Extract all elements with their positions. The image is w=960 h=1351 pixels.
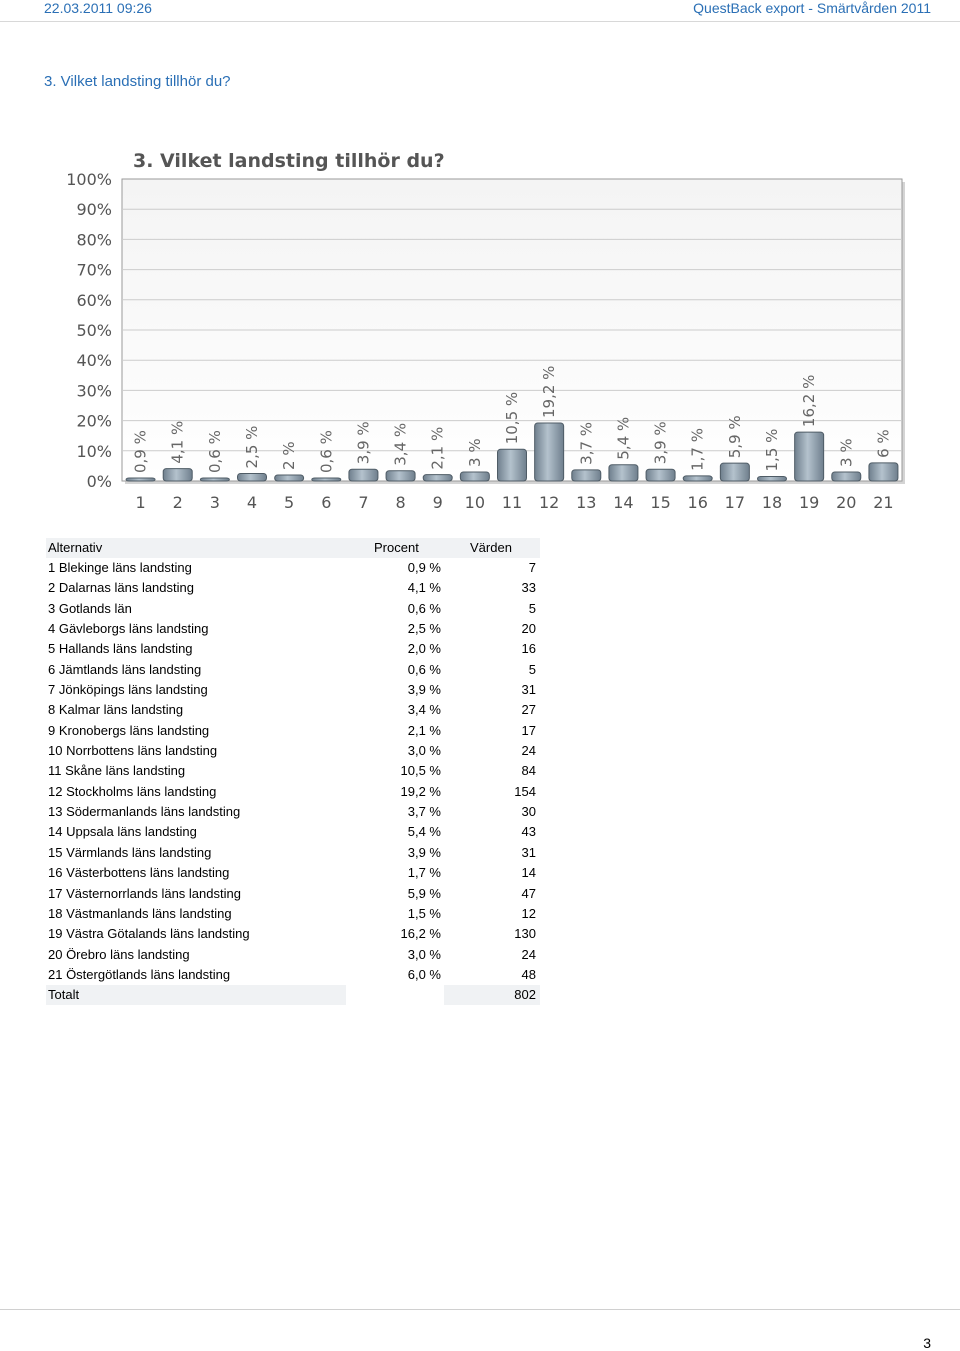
row-procent: 5,4 % — [407, 824, 441, 840]
row-alternativ: 20 Örebro läns landsting — [48, 946, 190, 962]
x-tick-label: 4 — [246, 493, 258, 512]
row-procent: 19,2 % — [400, 783, 441, 799]
x-tick-label: 16 — [687, 493, 708, 512]
table-row — [46, 863, 540, 883]
row-procent: 4,1 % — [407, 580, 441, 596]
row-varden: 24 — [521, 946, 536, 962]
row-varden: 27 — [521, 702, 536, 718]
row-procent: 3,7 % — [407, 804, 441, 820]
table-total-row — [46, 985, 540, 1005]
row-alternativ: 2 Dalarnas läns landsting — [48, 580, 194, 596]
x-tick-label: 6 — [321, 493, 332, 512]
row-procent: 0,9 % — [407, 560, 441, 575]
y-tick-label: 20% — [76, 411, 112, 431]
bar — [200, 478, 229, 481]
row-procent: 3,9 % — [407, 844, 441, 860]
row-alternativ: 6 Jämtlands läns landsting — [48, 661, 202, 677]
bar-data-label: 1,7 % — [688, 427, 707, 471]
row-varden: 5 — [528, 661, 536, 677]
x-tick-label: 18 — [761, 493, 783, 512]
y-tick-label: 100% — [66, 170, 112, 189]
bar — [646, 469, 675, 481]
export-title: QuestBack export - Smärtvården 2011 — [693, 0, 931, 16]
bar-data-label: 3,7 % — [577, 421, 596, 465]
bar — [349, 469, 378, 481]
bar-data-label: 6 % — [874, 429, 893, 458]
x-tick-label: 14 — [613, 493, 634, 512]
table-row — [46, 904, 540, 924]
bar-chart — [60, 140, 910, 520]
row-procent: 3,0 % — [407, 743, 441, 759]
table-row — [46, 619, 540, 639]
header-divider — [0, 21, 960, 22]
table-row — [46, 924, 540, 944]
bar-data-label: 0,6 % — [317, 430, 336, 473]
x-tick-label: 21 — [873, 493, 894, 512]
table-row — [46, 721, 540, 741]
x-tick-label: 11 — [501, 493, 523, 512]
row-varden: 7 — [528, 560, 536, 575]
bar-data-label: 5,4 % — [614, 416, 633, 460]
table-row — [46, 884, 540, 904]
row-varden: 5 — [528, 600, 536, 616]
row-alternativ: 7 Jönköpings läns landsting — [48, 682, 208, 698]
x-tick-label: 15 — [650, 493, 671, 512]
table-row — [46, 660, 540, 680]
header-alternativ: Alternativ — [48, 540, 103, 555]
bar-data-label: 3,4 % — [391, 422, 410, 466]
export-date: 22.03.2011 09:26 — [44, 0, 152, 16]
x-tick-label: 3 — [209, 493, 220, 512]
table-row — [46, 843, 540, 863]
table-row — [46, 802, 540, 822]
results-table — [46, 538, 540, 1005]
x-tick-label: 17 — [724, 493, 746, 512]
bar — [386, 471, 415, 481]
bar-data-label: 19,2 % — [540, 365, 559, 419]
table-body — [46, 558, 540, 985]
bar-data-label: 2,1 % — [428, 426, 447, 470]
x-tick-label: 19 — [798, 493, 820, 512]
bar-data-label: 0,9 % — [131, 430, 150, 473]
row-varden: 154 — [514, 783, 536, 799]
bar — [423, 475, 452, 481]
bar-data-label: 0,6 % — [205, 430, 224, 473]
row-varden: 17 — [521, 722, 536, 738]
row-alternativ: 12 Stockholms läns landsting — [48, 783, 217, 799]
row-alternativ: 17 Västernorrlands läns landsting — [48, 885, 241, 901]
total-label: Totalt — [48, 987, 80, 1003]
row-varden: 130 — [514, 926, 536, 942]
table-row — [46, 700, 540, 720]
row-alternativ: 5 Hallands läns landsting — [48, 641, 193, 657]
row-alternativ: 16 Västerbottens läns landsting — [48, 865, 230, 881]
row-varden: 30 — [521, 804, 536, 820]
page-number: 3 — [923, 1335, 931, 1351]
row-procent: 16,2 % — [400, 926, 441, 942]
x-tick-label: 1 — [135, 493, 146, 512]
footer-divider — [0, 1309, 960, 1310]
row-alternativ: 13 Södermanlands läns landsting — [48, 804, 241, 820]
y-tick-label: 30% — [76, 381, 112, 401]
row-varden: 33 — [521, 580, 536, 596]
x-tick-label: 8 — [395, 493, 406, 512]
table-row — [46, 578, 540, 598]
row-procent: 5,9 % — [407, 885, 441, 901]
y-tick-label: 40% — [76, 351, 112, 371]
y-tick-label: 0% — [86, 472, 112, 491]
row-procent: 2,0 % — [407, 641, 441, 657]
row-procent: 1,5 % — [407, 905, 441, 921]
row-procent: 3,0 % — [407, 946, 441, 962]
bar-data-label: 3,9 % — [651, 421, 670, 465]
x-tick-label: 9 — [432, 493, 443, 512]
bar — [869, 463, 898, 481]
row-alternativ: 14 Uppsala läns landsting — [48, 824, 197, 840]
row-alternativ: 18 Västmanlands läns landsting — [48, 905, 232, 921]
bar — [460, 472, 489, 481]
row-procent: 0,6 % — [407, 600, 441, 616]
row-varden: 24 — [521, 743, 536, 759]
row-procent: 6,0 % — [407, 966, 441, 982]
row-procent: 0,6 % — [407, 661, 441, 677]
row-varden: 20 — [521, 621, 536, 637]
chart-title: 3. Vilket landsting tillhör du? — [133, 150, 445, 172]
table-row — [46, 639, 540, 659]
page-header — [0, 0, 960, 22]
table-row — [46, 965, 540, 985]
bar-data-label: 16,2 % — [800, 374, 819, 428]
row-procent: 3,4 % — [407, 702, 441, 718]
bar-data-label: 5,9 % — [725, 415, 744, 459]
row-procent: 10,5 % — [400, 763, 441, 779]
table-row — [46, 761, 540, 781]
row-alternativ: 3 Gotlands län — [48, 600, 132, 616]
row-procent: 1,7 % — [407, 865, 441, 881]
x-tick-label: 2 — [172, 493, 183, 512]
row-alternativ: 10 Norrbottens läns landsting — [48, 743, 218, 759]
row-alternativ: 1 Blekinge läns landsting — [48, 560, 192, 575]
table-row — [46, 741, 540, 761]
header-procent: Procent — [374, 540, 419, 555]
bar — [758, 476, 787, 481]
table-row — [46, 822, 540, 842]
y-tick-label: 80% — [76, 230, 112, 250]
bar — [535, 423, 564, 481]
row-varden: 84 — [521, 763, 536, 779]
bar — [683, 476, 712, 481]
x-tick-label: 12 — [538, 493, 560, 512]
bar — [163, 469, 192, 481]
row-varden: 14 — [521, 865, 536, 881]
total-value: 802 — [514, 987, 536, 1003]
row-alternativ: 15 Värmlands läns landsting — [48, 844, 212, 860]
table-header-row — [46, 538, 540, 558]
bar — [832, 472, 861, 481]
row-alternativ: 11 Skåne läns landsting — [48, 763, 186, 779]
row-alternativ: 4 Gävleborgs läns landsting — [48, 621, 209, 637]
y-tick-label: 50% — [76, 321, 112, 340]
bar — [238, 473, 267, 481]
x-tick-label: 7 — [358, 493, 369, 512]
total-gap — [346, 985, 444, 1005]
row-procent: 2,5 % — [407, 621, 441, 637]
x-tick-label: 5 — [284, 493, 295, 512]
bar — [720, 463, 749, 481]
y-tick-label: 60% — [76, 290, 112, 310]
row-alternativ: 19 Västra Götalands läns landsting — [48, 926, 250, 942]
row-procent: 3,9 % — [407, 682, 441, 698]
table-row — [46, 599, 540, 619]
question-title: 3. Vilket landsting tillhör du? — [44, 73, 231, 90]
header-varden: Värden — [470, 540, 512, 555]
row-varden: 43 — [521, 824, 536, 840]
row-varden: 47 — [521, 885, 536, 901]
table-row — [46, 782, 540, 802]
row-alternativ: 9 Kronobergs läns landsting — [48, 722, 210, 738]
x-tick-label: 10 — [464, 493, 486, 512]
row-alternativ: 21 Östergötlands läns landsting — [48, 966, 231, 982]
bar — [498, 449, 527, 481]
x-tick-label: 13 — [576, 493, 597, 512]
y-tick-label: 90% — [76, 200, 112, 220]
row-varden: 48 — [521, 966, 536, 982]
row-varden: 31 — [521, 844, 536, 860]
bar — [609, 465, 638, 481]
row-procent: 2,1 % — [407, 722, 441, 738]
row-alternativ: 8 Kalmar läns landsting — [48, 702, 184, 718]
table-row — [46, 945, 540, 965]
bar-data-label: 2,5 % — [243, 425, 261, 469]
row-varden: 16 — [521, 641, 536, 657]
bar — [572, 470, 601, 481]
bar-data-label: 2 % — [280, 441, 299, 470]
bar-data-label: 3 % — [837, 438, 856, 467]
x-tick-label: 20 — [836, 493, 857, 512]
bar-data-label: 3 % — [465, 438, 484, 467]
table-row — [46, 680, 540, 700]
bar-data-label: 3,9 % — [354, 421, 373, 465]
bar — [312, 478, 341, 481]
y-tick-label: 10% — [76, 441, 112, 461]
bar — [795, 432, 824, 481]
bar-data-label: 4,1 % — [168, 420, 187, 464]
bar — [126, 478, 155, 481]
bar — [275, 475, 304, 481]
bar-data-label: 1,5 % — [763, 428, 781, 472]
bar-data-label: 10,5 % — [503, 391, 521, 445]
row-varden: 31 — [521, 682, 536, 698]
table-row — [46, 558, 540, 578]
y-tick-label: 70% — [76, 260, 112, 280]
row-varden: 12 — [521, 905, 536, 921]
